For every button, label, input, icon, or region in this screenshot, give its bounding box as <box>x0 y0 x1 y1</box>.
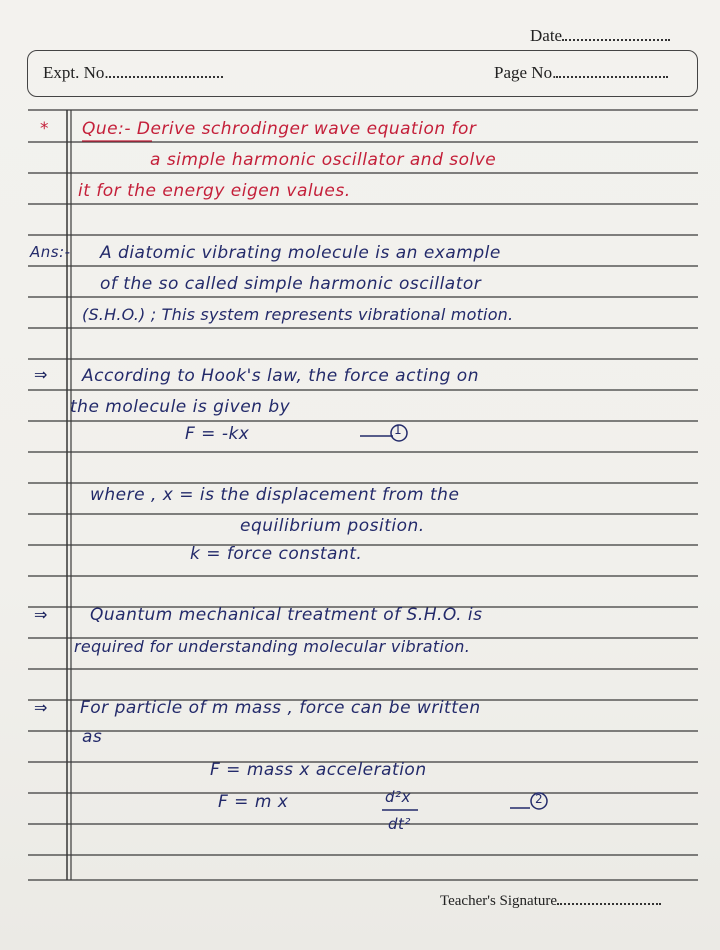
arrow-icon: ⇒ <box>34 365 48 384</box>
particle-equation-1: F = mass x acceleration <box>210 760 427 780</box>
page-label: Page No. <box>494 63 557 82</box>
arrow-icon: ⇒ <box>34 605 48 624</box>
eq1-number: 1 <box>394 423 403 437</box>
expt-label: Expt. No. <box>43 63 109 82</box>
answer-line-3: (S.H.O.) ; This system represents vibrational motion. <box>82 305 514 324</box>
question-line-1: Que:- Derive schrodinger wave equation for <box>82 119 477 139</box>
hooke-equation: F = -kx <box>185 424 250 444</box>
question-line-2: a simple harmonic oscillator and solve <box>150 150 497 170</box>
where-line-2: equilibrium position. <box>240 516 425 536</box>
particle-line-2: as <box>82 727 103 747</box>
where-line-1: where , x = is the displacement from the <box>90 485 460 505</box>
hooke-line-1: According to Hook's law, the force acting on <box>82 366 479 386</box>
expt-field <box>43 63 223 83</box>
particle-equation-2: F = m x <box>218 792 289 812</box>
hooke-line-2: the molecule is given by <box>70 397 291 417</box>
quantum-line-2: required for understanding molecular vibration. <box>74 637 471 656</box>
date-label: Date <box>530 26 563 45</box>
where-line-3: k = force constant. <box>190 544 363 564</box>
signature-label: Teacher's Signature <box>440 893 558 909</box>
question-line-3: it for the energy eigen values. <box>78 181 351 201</box>
answer-line-1: A diatomic vibrating molecule is an example <box>100 243 501 263</box>
quantum-line-1: Quantum mechanical treatment of S.H.O. is <box>90 605 483 625</box>
date-field <box>530 26 670 46</box>
fraction-numerator: d²x <box>385 788 411 806</box>
answer-line-2: of the so called simple harmonic oscillator <box>100 274 482 294</box>
answer-marker: Ans:- <box>30 243 71 261</box>
eq2-number: 2 <box>535 792 544 806</box>
page-field <box>494 63 668 83</box>
arrow-icon: ⇒ <box>34 698 48 717</box>
particle-line-1: For particle of m mass , force can be written <box>80 698 481 718</box>
signature-field <box>440 893 661 910</box>
question-marker: * <box>40 119 49 139</box>
fraction-denominator: dt² <box>388 815 411 833</box>
